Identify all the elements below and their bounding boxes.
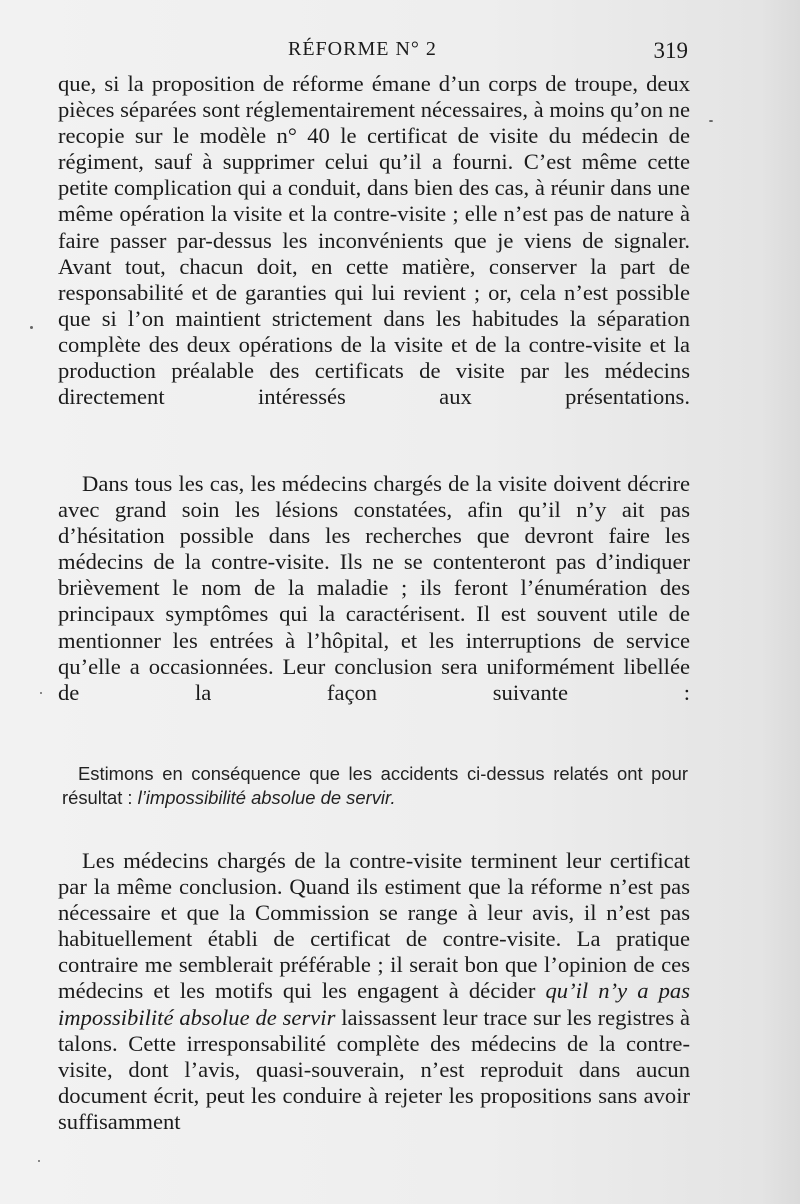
page-header: [288, 38, 688, 68]
formula-lead-text: Estimons en conséquence que les accidents ci-dessus relatés ont pour résultat :: [62, 763, 688, 808]
scan-speck: [38, 1160, 40, 1162]
conclusion-formula: [62, 762, 688, 810]
formula-emphasis: l’impossibilité absolue de servir.: [137, 787, 396, 808]
paragraph-continuation: [58, 71, 690, 410]
paragraph-4-emphasis: qu’il n’y a pas impossibilité absolue de servir: [58, 978, 690, 1030]
paragraph-1-text: que, si la proposition de réforme émane d’un corps de troupe, deux pièces séparées sont réglementairement nécessaires, à moins qu’on ne recopie sur le modèle n° 40 le certificat de visite du médecin de régiment, sauf à supprimer celui qu’il a fourni. C’est même cette petite complication qui a conduit, dans bien des cas, à réunir dans une même opération la visite et la contre-visite ; elle n’est pas de nature à faire passer par-dessus les inconvénients que je viens de signaler. Avant tout, chacun doit, en cette matière, conserver la part de responsabilité et de garanties qui lui revient ; or, cela n’est possible que si l’on maintient strictement dans les habitudes la séparation complète des deux opérations de la visite et de la contre-visite et la production préalable des certificats de visite par les médecins directement intéressés aux présentations.: [58, 71, 690, 410]
scan-speck: [40, 692, 42, 694]
paragraph-2-text: Dans tous les cas, les médecins chargés de la visite doivent décrire avec grand soin les lésions constatées, afin qu’il n’y ait pas d’hésitation possible dans les recherches que devront faire les médecins de la contre-visite. Ils ne se contenteront pas d’indiquer brièvement le nom de la maladie ; ils feront l’énumération des principaux symptômes qui la caractérisent. Il est souvent utile de mentionner les entrées à l’hôpital, et les interruptions de service qu’elle a occasionnées. Leur conclusion sera uniformément libellée de la façon suivante :: [58, 471, 690, 705]
paragraph-counter-visit: [58, 848, 690, 1135]
paragraph-visit-description: [58, 471, 690, 706]
running-title: RÉFORME N° 2: [288, 38, 437, 60]
scan-speck: [30, 326, 33, 329]
paragraph-4-text-part1: Les médecins chargés de la contre-visite terminent leur certificat par la même conclusion. Quand ils estiment que la réforme n’est pas nécessaire et que la Commission se range à leur avis, il n’est pas habituellement établi de certificat de contre-visite. La pratique contraire me semblerait préférable ; il serait bon que l’opinion de ces médecins et les motifs qui les engagent à décider: [58, 848, 690, 1004]
page-number: 319: [653, 38, 688, 63]
paragraph-4-text-part2: laissassent leur trace sur les registres à talons. Cette irresponsabilité complète des médecins de la contre-visite, dont l’avis, quasi-souverain, n’est reproduit dans aucun document écrit, peut les conduire à rejeter les propositions sans avoir suffisamment: [58, 1004, 690, 1134]
scan-speck: [709, 120, 713, 122]
